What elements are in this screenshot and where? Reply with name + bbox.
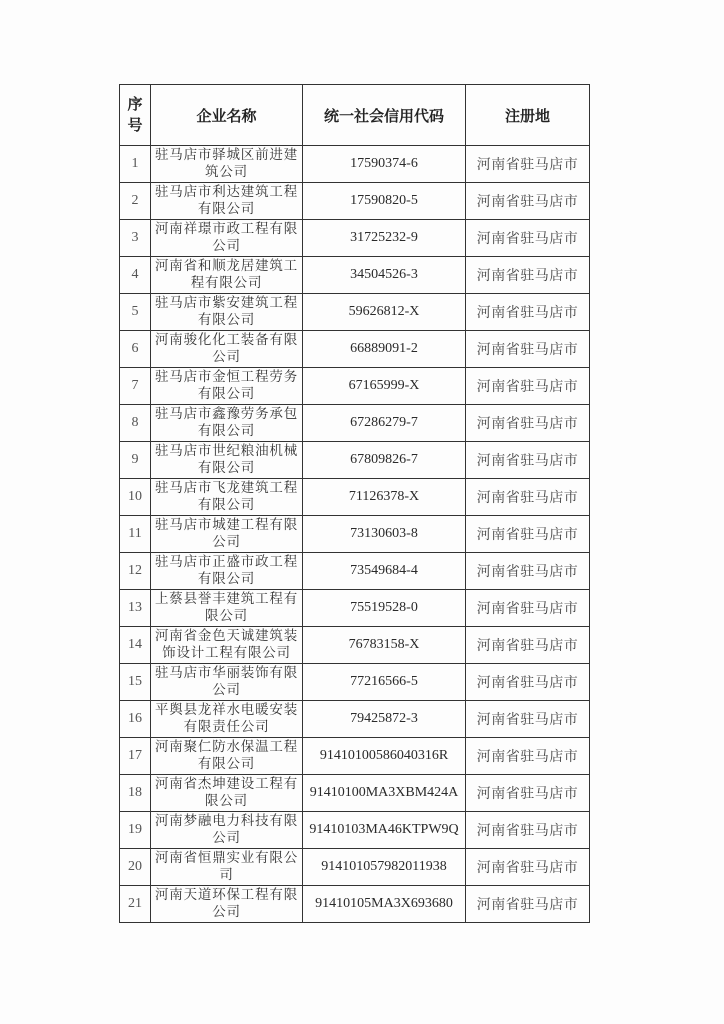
seq-cell: 9	[120, 442, 151, 479]
credit-code-cell: 17590374-6	[303, 146, 466, 183]
table-row	[120, 738, 590, 775]
seq-cell: 16	[120, 701, 151, 738]
seq-cell: 15	[120, 664, 151, 701]
table-row	[120, 479, 590, 516]
table-row	[120, 442, 590, 479]
registration-place-cell: 河南省驻马店市	[466, 886, 590, 923]
credit-code-cell: 914101057982011938	[303, 849, 466, 886]
company-name-cell: 河南天道环保工程有限公司	[151, 886, 303, 923]
company-name-cell: 河南省金色天诚建筑装饰设计工程有限公司	[151, 627, 303, 664]
seq-cell: 17	[120, 738, 151, 775]
seq-cell: 3	[120, 220, 151, 257]
table-row	[120, 553, 590, 590]
credit-code-cell: 79425872-3	[303, 701, 466, 738]
seq-cell: 18	[120, 775, 151, 812]
registration-place-cell: 河南省驻马店市	[466, 775, 590, 812]
credit-code-cell: 34504526-3	[303, 257, 466, 294]
company-name-cell: 驻马店市驿城区前进建筑公司	[151, 146, 303, 183]
table-row	[120, 516, 590, 553]
company-name-cell: 驻马店市正盛市政工程有限公司	[151, 553, 303, 590]
company-name-cell: 驻马店市利达建筑工程有限公司	[151, 183, 303, 220]
seq-cell: 12	[120, 553, 151, 590]
registration-place-cell: 河南省驻马店市	[466, 368, 590, 405]
table-row	[120, 368, 590, 405]
registration-place-cell: 河南省驻马店市	[466, 516, 590, 553]
registration-place-cell: 河南省驻马店市	[466, 701, 590, 738]
registration-place-cell: 河南省驻马店市	[466, 183, 590, 220]
registration-place-cell: 河南省驻马店市	[466, 220, 590, 257]
table-row	[120, 590, 590, 627]
registration-place-cell: 河南省驻马店市	[466, 849, 590, 886]
credit-code-cell: 67809826-7	[303, 442, 466, 479]
seq-cell: 2	[120, 183, 151, 220]
seq-cell: 7	[120, 368, 151, 405]
seq-cell: 5	[120, 294, 151, 331]
table-row	[120, 886, 590, 923]
credit-code-cell: 75519528-0	[303, 590, 466, 627]
seq-cell: 14	[120, 627, 151, 664]
credit-code-cell: 17590820-5	[303, 183, 466, 220]
seq-cell: 19	[120, 812, 151, 849]
registration-place-cell: 河南省驻马店市	[466, 257, 590, 294]
registration-place-cell: 河南省驻马店市	[466, 590, 590, 627]
table-row	[120, 257, 590, 294]
seq-cell: 21	[120, 886, 151, 923]
header-place: 注册地	[466, 85, 590, 146]
credit-code-cell: 73130603-8	[303, 516, 466, 553]
credit-code-cell: 31725232-9	[303, 220, 466, 257]
registration-place-cell: 河南省驻马店市	[466, 627, 590, 664]
credit-code-cell: 77216566-5	[303, 664, 466, 701]
credit-code-cell: 76783158-X	[303, 627, 466, 664]
company-name-cell: 河南骏化化工装备有限公司	[151, 331, 303, 368]
company-name-cell: 河南省和顺龙居建筑工程有限公司	[151, 257, 303, 294]
seq-cell: 4	[120, 257, 151, 294]
company-name-cell: 驻马店市紫安建筑工程有限公司	[151, 294, 303, 331]
credit-code-cell: 71126378-X	[303, 479, 466, 516]
table-row	[120, 812, 590, 849]
credit-code-cell: 67165999-X	[303, 368, 466, 405]
seq-cell: 8	[120, 405, 151, 442]
table-row	[120, 220, 590, 257]
seq-cell: 11	[120, 516, 151, 553]
table-row	[120, 183, 590, 220]
seq-cell: 6	[120, 331, 151, 368]
table-row	[120, 701, 590, 738]
seq-cell: 1	[120, 146, 151, 183]
credit-code-cell: 91410100586040316R	[303, 738, 466, 775]
credit-code-cell: 91410105MA3X693680	[303, 886, 466, 923]
table-row	[120, 664, 590, 701]
enterprise-table	[119, 84, 590, 923]
credit-code-cell: 59626812-X	[303, 294, 466, 331]
company-name-cell: 河南省杰坤建设工程有限公司	[151, 775, 303, 812]
credit-code-cell: 91410103MA46KTPW9Q	[303, 812, 466, 849]
registration-place-cell: 河南省驻马店市	[466, 553, 590, 590]
table-header-row	[120, 85, 590, 146]
company-name-cell: 河南省恒鼎实业有限公司	[151, 849, 303, 886]
header-seq: 序号	[120, 85, 151, 146]
registration-place-cell: 河南省驻马店市	[466, 294, 590, 331]
company-name-cell: 驻马店市金恒工程劳务有限公司	[151, 368, 303, 405]
company-name-cell: 上蔡县誉丰建筑工程有限公司	[151, 590, 303, 627]
table-row	[120, 331, 590, 368]
credit-code-cell: 91410100MA3XBM424A	[303, 775, 466, 812]
company-name-cell: 驻马店市鑫豫劳务承包有限公司	[151, 405, 303, 442]
credit-code-cell: 66889091-2	[303, 331, 466, 368]
credit-code-cell: 67286279-7	[303, 405, 466, 442]
company-name-cell: 河南聚仁防水保温工程有限公司	[151, 738, 303, 775]
seq-cell: 13	[120, 590, 151, 627]
table-row	[120, 775, 590, 812]
company-name-cell: 驻马店市世纪粮油机械有限公司	[151, 442, 303, 479]
header-code: 统一社会信用代码	[303, 85, 466, 146]
table-row	[120, 146, 590, 183]
header-name: 企业名称	[151, 85, 303, 146]
credit-code-cell: 73549684-4	[303, 553, 466, 590]
table-row	[120, 294, 590, 331]
company-name-cell: 驻马店市华丽装饰有限公司	[151, 664, 303, 701]
company-name-cell: 驻马店市飞龙建筑工程有限公司	[151, 479, 303, 516]
registration-place-cell: 河南省驻马店市	[466, 146, 590, 183]
registration-place-cell: 河南省驻马店市	[466, 738, 590, 775]
registration-place-cell: 河南省驻马店市	[466, 405, 590, 442]
company-name-cell: 平舆县龙祥水电暖安装有限责任公司	[151, 701, 303, 738]
registration-place-cell: 河南省驻马店市	[466, 331, 590, 368]
registration-place-cell: 河南省驻马店市	[466, 664, 590, 701]
registration-place-cell: 河南省驻马店市	[466, 812, 590, 849]
registration-place-cell: 河南省驻马店市	[466, 479, 590, 516]
seq-cell: 10	[120, 479, 151, 516]
registration-place-cell: 河南省驻马店市	[466, 442, 590, 479]
company-name-cell: 驻马店市城建工程有限公司	[151, 516, 303, 553]
table-row	[120, 405, 590, 442]
company-name-cell: 河南祥璟市政工程有限公司	[151, 220, 303, 257]
table-row	[120, 627, 590, 664]
table-row	[120, 849, 590, 886]
seq-cell: 20	[120, 849, 151, 886]
company-name-cell: 河南梦融电力科技有限公司	[151, 812, 303, 849]
